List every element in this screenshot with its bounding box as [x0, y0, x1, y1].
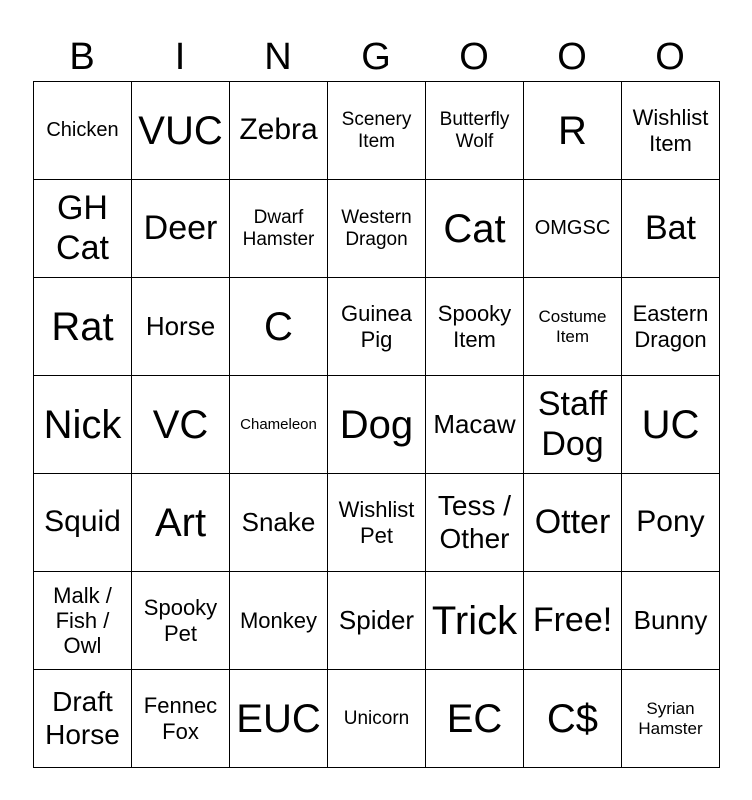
- cell-text: Scenery Item: [341, 108, 412, 152]
- bingo-cell: [524, 180, 622, 278]
- cell-text: Fennec Fox: [143, 693, 218, 744]
- header-letter-b: B: [69, 36, 95, 78]
- cell-text: Spooky Item: [437, 301, 512, 352]
- bingo-cell: [622, 180, 720, 278]
- bingo-board: [33, 81, 720, 768]
- cell-text: R: [558, 108, 587, 153]
- bingo-cell: [230, 670, 328, 768]
- cell-text: Zebra: [239, 113, 318, 147]
- bingo-cell: [34, 572, 132, 670]
- bingo-cell: [132, 474, 230, 572]
- bingo-cell: [132, 572, 230, 670]
- bingo-cell: [34, 376, 132, 474]
- cell-text: Western Dragon: [341, 206, 412, 250]
- bingo-cell: [328, 376, 426, 474]
- cell-text: Guinea Pig: [341, 301, 412, 352]
- cell-text: Costume Item: [538, 306, 607, 346]
- bingo-cell: [524, 278, 622, 376]
- bingo-cell: [132, 82, 230, 180]
- bingo-cell: [230, 82, 328, 180]
- bingo-cell: [524, 376, 622, 474]
- bingo-cell: [426, 180, 524, 278]
- cell-text: Art: [154, 500, 207, 545]
- bingo-cell: [524, 670, 622, 768]
- bingo-cell: [622, 376, 720, 474]
- cell-text: Dog: [339, 402, 414, 447]
- cell-text: Eastern Dragon: [632, 301, 709, 352]
- bingo-cell: [132, 180, 230, 278]
- bingo-cell: [622, 474, 720, 572]
- header-letter-i: I: [174, 36, 186, 78]
- cell-text: Trick: [431, 598, 518, 643]
- bingo-cell: [132, 278, 230, 376]
- cell-text: EUC: [236, 696, 321, 741]
- bingo-cell: [132, 670, 230, 768]
- cell-text: Wishlist Item: [632, 105, 709, 156]
- cell-text: Chicken: [46, 119, 119, 141]
- bingo-cell: [426, 376, 524, 474]
- bingo-cell: [132, 376, 230, 474]
- cell-text: Nick: [43, 402, 122, 447]
- bingo-cell: [426, 572, 524, 670]
- cell-text: Bunny: [633, 604, 708, 635]
- bingo-cell: [328, 82, 426, 180]
- cell-text: Horse: [145, 310, 216, 341]
- bingo-cell: [426, 82, 524, 180]
- bingo-cell: [34, 180, 132, 278]
- cell-text: Draft Horse: [45, 686, 120, 750]
- cell-text: Rat: [51, 304, 114, 349]
- cell-text: Syrian Hamster: [638, 698, 703, 738]
- bingo-cell: [328, 572, 426, 670]
- cell-text: Butterfly Wolf: [439, 108, 510, 152]
- cell-text: GH Cat: [56, 189, 109, 267]
- cell-text: Wishlist Pet: [338, 497, 415, 548]
- header-letter-o-3: O: [655, 36, 685, 78]
- cell-text: Cat: [443, 206, 506, 251]
- cell-text: Chameleon: [240, 415, 317, 433]
- cell-text: Spooky Pet: [143, 595, 218, 646]
- cell-text: Macaw: [433, 408, 516, 439]
- bingo-cell: [622, 670, 720, 768]
- header-letter-o-1: O: [459, 36, 489, 78]
- bingo-cell: [622, 82, 720, 180]
- bingo-cell: [34, 670, 132, 768]
- cell-text: Bat: [644, 208, 697, 247]
- cell-text: Pony: [636, 505, 705, 539]
- bingo-cell: [426, 474, 524, 572]
- cell-text: Free!: [532, 600, 613, 639]
- header-letter-n: N: [264, 36, 292, 78]
- cell-text: C: [264, 304, 293, 349]
- bingo-cell: [230, 376, 328, 474]
- bingo-cell: [230, 474, 328, 572]
- cell-text: Monkey: [239, 607, 318, 633]
- cell-text: Staff Dog: [537, 385, 608, 463]
- cell-text: Malk / Fish / Owl: [53, 582, 112, 659]
- cell-text: C$: [546, 696, 599, 741]
- bingo-cell: [426, 670, 524, 768]
- cell-text: Snake: [241, 506, 316, 537]
- cell-text: VC: [152, 402, 209, 447]
- header-letter-o-2: O: [557, 36, 587, 78]
- bingo-cell: [34, 82, 132, 180]
- cell-text: UC: [641, 402, 700, 447]
- bingo-cell: [524, 572, 622, 670]
- bingo-cell: [34, 278, 132, 376]
- cell-text: Deer: [143, 208, 218, 247]
- bingo-cell: [426, 278, 524, 376]
- bingo-header: [33, 32, 720, 82]
- cell-text: Squid: [44, 505, 121, 539]
- bingo-cell: [230, 278, 328, 376]
- bingo-cell: [524, 82, 622, 180]
- header-letter-g: G: [361, 36, 391, 78]
- bingo-cell: [328, 474, 426, 572]
- bingo-cell: [328, 180, 426, 278]
- cell-text: Tess / Other: [437, 490, 512, 554]
- bingo-cell: [622, 278, 720, 376]
- bingo-cell: [524, 474, 622, 572]
- cell-text: EC: [446, 696, 503, 741]
- cell-text: Dwarf Hamster: [242, 206, 315, 250]
- cell-text: OMGSC: [534, 217, 611, 239]
- bingo-cell: [34, 474, 132, 572]
- bingo-cell: [622, 572, 720, 670]
- cell-text: Spider: [338, 604, 415, 635]
- bingo-cell: [230, 572, 328, 670]
- bingo-cell: [230, 180, 328, 278]
- cell-text: Otter: [534, 502, 611, 541]
- bingo-cell: [328, 670, 426, 768]
- cell-text: Unicorn: [343, 707, 410, 729]
- cell-text: VUC: [138, 108, 223, 153]
- bingo-cell: [328, 278, 426, 376]
